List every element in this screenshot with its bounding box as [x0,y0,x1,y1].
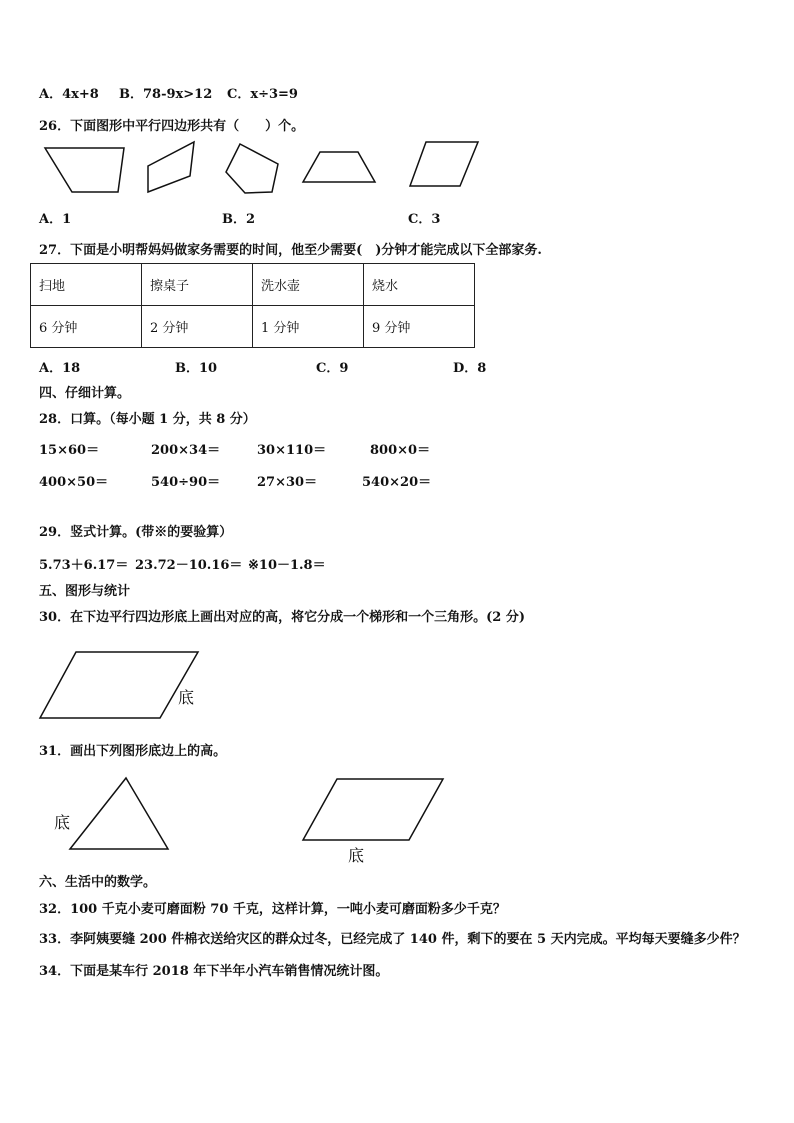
section-6-heading: 六、生活中的数学。 [39,875,157,890]
q26-shape-1 [45,148,124,192]
q34-question: 34．下面是某车行 2018 年下半年小汽车销售情况统计图。 [39,964,389,979]
table-cell: 2 分钟 [142,306,253,348]
q29-question: 29．竖式计算。(带※的要验算） [39,525,233,540]
table-cell: 1 分钟 [253,306,364,348]
q29-item: 23.72－10.16＝ [135,558,243,573]
q28-item: 800×0＝ [370,443,431,458]
q26-option-c: C．3 [408,212,441,227]
q27-chore-table [30,263,475,348]
table-cell: 烧水 [364,264,475,306]
q30-question: 30．在下边平行四边形底上画出对应的高，将它分成一个梯形和一个三角形。(2 分) [39,610,525,625]
q26-question: 26．下面图形中平行四边形共有（ ）个。 [39,119,305,134]
q33-question: 33．李阿姨要缝 200 件棉衣送给灾区的群众过冬，已经完成了 140 件，剩下的要在 5 天内完成。平均每天要缝多少件？ [39,932,746,947]
q27-option-d: D．8 [453,361,487,376]
q26-shape-2 [148,142,194,192]
q28-question: 28．口算。（每小题 1 分，共 8 分） [39,412,256,427]
q28-item: 30×110＝ [257,443,327,458]
q31-parallelogram-shape [303,779,443,840]
q26-shape-4 [303,152,375,182]
q31-parallelogram-base-label: 底 [348,846,365,865]
q28-item: 15×60＝ [39,443,100,458]
q26-shape-5 [410,142,478,186]
q27-option-a: A．18 [39,361,81,376]
q31-triangle-base-label: 底 [54,813,71,832]
q27-option-b: B．10 [175,361,218,376]
section-5-heading: 五、图形与统计 [39,584,131,599]
q32-question: 32．100 千克小麦可磨面粉 70 千克，这样计算，一吨小麦可磨面粉多少千克？ [39,902,506,917]
table-cell: 洗水壶 [253,264,364,306]
q28-item: 540÷90＝ [151,475,221,490]
table-cell: 擦桌子 [142,264,253,306]
q28-item: 540×20＝ [362,475,432,490]
table-row [31,306,475,348]
section-4-heading: 四、仔细计算。 [39,386,131,401]
q26-shapes [40,140,490,200]
table-cell: 9 分钟 [364,306,475,348]
table-cell: 扫地 [31,264,142,306]
q31-triangle-shape [70,778,168,849]
q27-question: 27．下面是小明帮妈妈做家务需要的时间，他至少需要( )分钟才能完成以下全部家务. [39,243,542,258]
q27-option-c: C．9 [316,361,349,376]
table-row [31,264,475,306]
q26-option-a: A．1 [39,212,72,227]
q28-item: 27×30＝ [257,475,318,490]
q28-item: 400×50＝ [39,475,109,490]
q31-triangle [68,776,173,854]
q26-shape-3 [226,144,278,193]
q29-item: 5.73＋6.17＝ [39,558,129,573]
q31-question: 31．画出下列图形底边上的高。 [39,744,227,759]
q31-parallelogram [301,777,447,843]
q26-option-b: B．2 [222,212,256,227]
q30-parallelogram-shape [40,652,198,718]
q25-option-a: A．4x+8 [39,87,99,102]
q28-item: 200×34＝ [151,443,221,458]
q25-option-b: B．78-9x>12 [119,87,213,102]
q29-item: ※10－1.8＝ [248,558,326,573]
table-cell: 6 分钟 [31,306,142,348]
q25-option-c: C．x÷3=9 [227,87,298,102]
q30-base-label: 底 [178,688,195,707]
